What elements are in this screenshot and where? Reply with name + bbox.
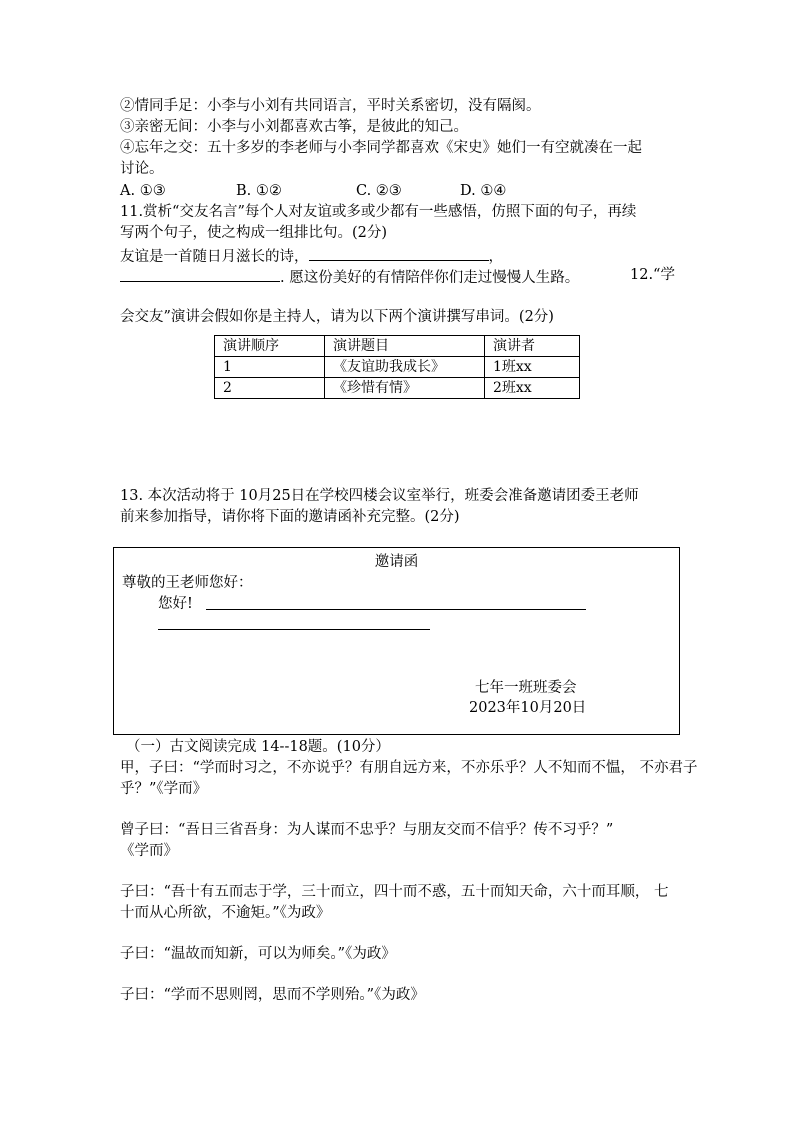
classical-p1a: 甲，子曰：“学而时习之，不亦说乎？有朋自远方来，不亦乐乎？人不知而不愠， 不亦君子 [120, 760, 698, 776]
q13-line1: 13. 本次活动将于 10月25日在学校四楼会议室举行，班委会准备邀请团委王老师 [120, 488, 639, 504]
classical-p2a: 曾子曰：“吾日三省吾身：为人谋而不忠乎？与朋友交而不信乎？传不习乎？” [120, 822, 614, 838]
classical-p4: 子曰：“温故而知新，可以为师矣。”《为政》 [120, 946, 396, 962]
idiom-item-4: ④忘年之交：五十多岁的李老师与小李同学都喜欢《宋史》她们一有空就凑在一起 [120, 140, 642, 156]
cell-order: 2 [215, 378, 325, 399]
answer-blank-1[interactable] [309, 244, 489, 261]
q11-line4 [120, 265, 579, 288]
answer-blank-2[interactable] [120, 265, 280, 282]
q12-line1: 会交友”演讲会假如你是主持人，请为以下两个演讲撰写串词。(2分) [120, 309, 554, 325]
invitation-title: 邀请函 [374, 554, 419, 570]
q11-line2: 写两个句子，使之构成一组排比句。(2分) [120, 225, 388, 241]
q13-line2: 前来参加指导，请你将下面的邀请函补充完整。(2分) [120, 509, 460, 525]
q11-line1: 11.赏析“交友名言”每个人对友谊或多或少都有一些感悟，仿照下面的句子，再续 [120, 204, 637, 220]
cell-order: 1 [215, 357, 325, 378]
table-header-row [215, 336, 580, 357]
q11-prefix: 友谊是一首随日月滋长的诗， [120, 249, 309, 265]
classical-p2b: 《学而》 [120, 843, 178, 859]
q11-comma: ， [488, 249, 503, 265]
cell-title: 《珍惜有情》 [325, 378, 485, 399]
classical-p3b: 十而从心所欲，不逾矩。”《为政》 [120, 905, 331, 921]
invitation-box [113, 547, 680, 735]
invitation-date: 2023年10月20日 [469, 700, 587, 716]
invitation-signature: 七年一班班委会 [475, 680, 577, 696]
invitation-answer-line-1[interactable] [206, 609, 586, 610]
invitation-greeting: 尊敬的王老师您好： [122, 575, 253, 591]
q12-start: 12.“学 [630, 267, 675, 283]
table-row [215, 357, 580, 378]
q11-line3 [120, 244, 503, 267]
option-a: A. ①③ [120, 183, 166, 199]
idiom-item-4-cont: 讨论。 [120, 161, 164, 177]
classical-p5: 子曰：“学而不思则罔，思而不学则殆。”《为政》 [120, 987, 425, 1003]
invitation-answer-line-2[interactable] [158, 629, 430, 630]
classical-p3a: 子曰：“吾十有五而志于学，三十而立，四十而不惑，五十而知天命，六十而耳顺， 七 [120, 884, 669, 900]
cell-title: 《友谊助我成长》 [325, 357, 485, 378]
option-b: B. ①② [236, 183, 282, 199]
speech-table [214, 335, 580, 399]
header-order: 演讲顺序 [215, 336, 325, 357]
classical-header: （一）古文阅读完成 14--18题。(10分） [126, 739, 390, 755]
table-row [215, 378, 580, 399]
header-title: 演讲题目 [325, 336, 485, 357]
option-d: D. ①④ [460, 183, 507, 199]
invitation-hello: 您好! [158, 596, 193, 612]
option-c: C. ②③ [356, 183, 402, 199]
idiom-item-2: ②情同手足：小李与小刘有共同语言，平时关系密切，没有隔阂。 [120, 98, 541, 114]
cell-speaker: 2班xx [485, 378, 580, 399]
header-speaker: 演讲者 [485, 336, 580, 357]
cell-speaker: 1班xx [485, 357, 580, 378]
q11-closing: . 愿这份美好的有情陪伴你们走过慢慢人生路。 [280, 270, 580, 286]
idiom-item-3: ③亲密无间：小李与小刘都喜欢古筝，是彼此的知己。 [120, 119, 468, 135]
classical-p1b: 乎？”《学而》 [120, 781, 208, 797]
